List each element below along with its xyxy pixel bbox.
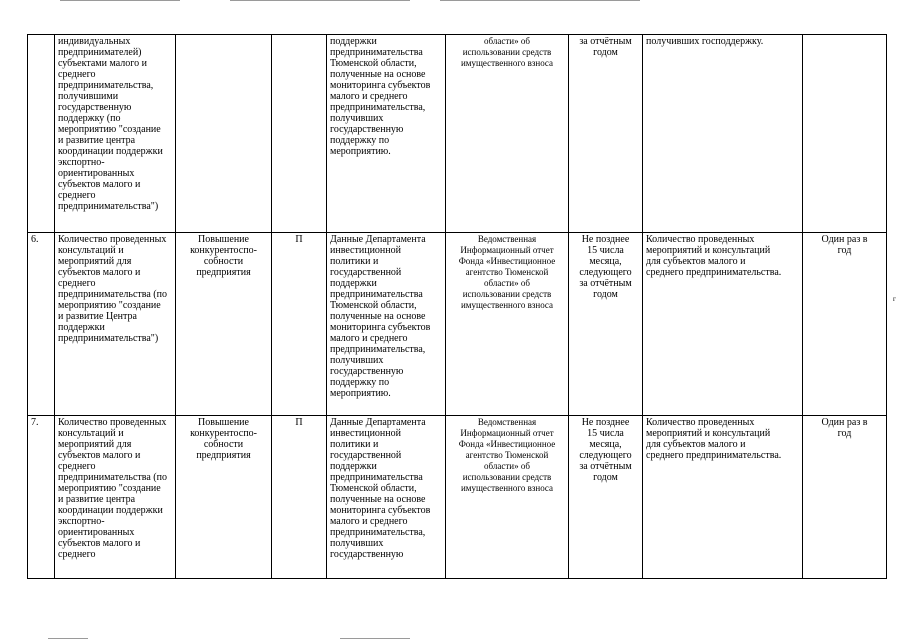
goal-cell: Повышение конкурентоспо- собности предприятия — [176, 233, 272, 416]
calculation-method-cell: Количество проведенных мероприятий и консультаций для субъектов малого и среднего предпринимательства. — [643, 416, 803, 579]
report-form-cell: Ведомственная Информационный отчет Фонда «Инвестиционное агентство Тюменской области» об использовании средств имущественного взноса — [446, 233, 569, 416]
indicator-table — [27, 34, 887, 579]
data-source-cell: поддержки предпринимательства Тюменской области, полученные на основе мониторинга субъектов малого и среднего предпринимательства, получивших государственную поддержку по мероприятию. — [327, 35, 446, 233]
indicator-name-cell: Количество проведенных консультаций и мероприятий для субъектов малого и среднего предпринимательства (по мероприятию "создание и развитие центра координации поддержки экспортно- ориентированных субъектов малого и среднего — [55, 416, 176, 579]
row-number-cell: 6. — [28, 233, 55, 416]
bottom-edge-line-left — [48, 638, 88, 639]
top-edge-line-right — [440, 0, 640, 1]
table-row — [28, 416, 887, 579]
periodicity-cell: Один раз в год — [803, 416, 887, 579]
table-row — [28, 35, 887, 233]
type-cell — [272, 35, 327, 233]
top-edge-line-left — [60, 0, 180, 1]
calculation-method-cell: получивших господдержку. — [643, 35, 803, 233]
periodicity-cell: Один раз в год — [803, 233, 887, 416]
deadline-cell: за отчётным годом — [569, 35, 643, 233]
type-cell: П — [272, 416, 327, 579]
deadline-cell: Не позднее 15 числа месяца, следующего за отчётным годом — [569, 416, 643, 579]
calculation-method-cell: Количество проведенных мероприятий и консультаций для субъектов малого и среднего предпринимательства. — [643, 233, 803, 416]
margin-mark: г — [893, 295, 896, 303]
goal-cell: Повышение конкурентоспо- собности предприятия — [176, 416, 272, 579]
row-number-cell — [28, 35, 55, 233]
goal-cell — [176, 35, 272, 233]
report-form-cell: области» об использовании средств имущественного взноса — [446, 35, 569, 233]
data-source-cell: Данные Департамента инвестиционной политики и государственной поддержки предпринимательства Тюменской области, полученные на основе мониторинга субъектов малого и среднего предпринимательства, получивших государственную поддержку по мероприятию. — [327, 233, 446, 416]
bottom-edge-line-right — [340, 638, 410, 639]
table-row — [28, 233, 887, 416]
deadline-cell: Не позднее 15 числа месяца, следующего за отчётным годом — [569, 233, 643, 416]
row-number-cell: 7. — [28, 416, 55, 579]
indicator-name-cell: Количество проведенных консультаций и мероприятий для субъектов малого и среднего предпринимательства (по мероприятию "создание и развитие Центра поддержки предпринимательства") — [55, 233, 176, 416]
type-cell: П — [272, 233, 327, 416]
report-form-cell: Ведомственная Информационный отчет Фонда «Инвестиционное агентство Тюменской области» об использовании средств имущественного взноса — [446, 416, 569, 579]
indicator-name-cell: индивидуальных предпринимателей) субъектами малого и среднего предпринимательства, получившими государственную поддержку (по мероприятию "создание и развитие центра координации поддержки экспортно- ориентированных субъектов малого и среднего предпринимательства") — [55, 35, 176, 233]
data-source-cell: Данные Департамента инвестиционной политики и государственной поддержки предпринимательства Тюменской области, полученные на основе мониторинга субъектов малого и среднего предпринимательства, получивших государственную — [327, 416, 446, 579]
top-edge-line-middle — [230, 0, 410, 1]
periodicity-cell — [803, 35, 887, 233]
